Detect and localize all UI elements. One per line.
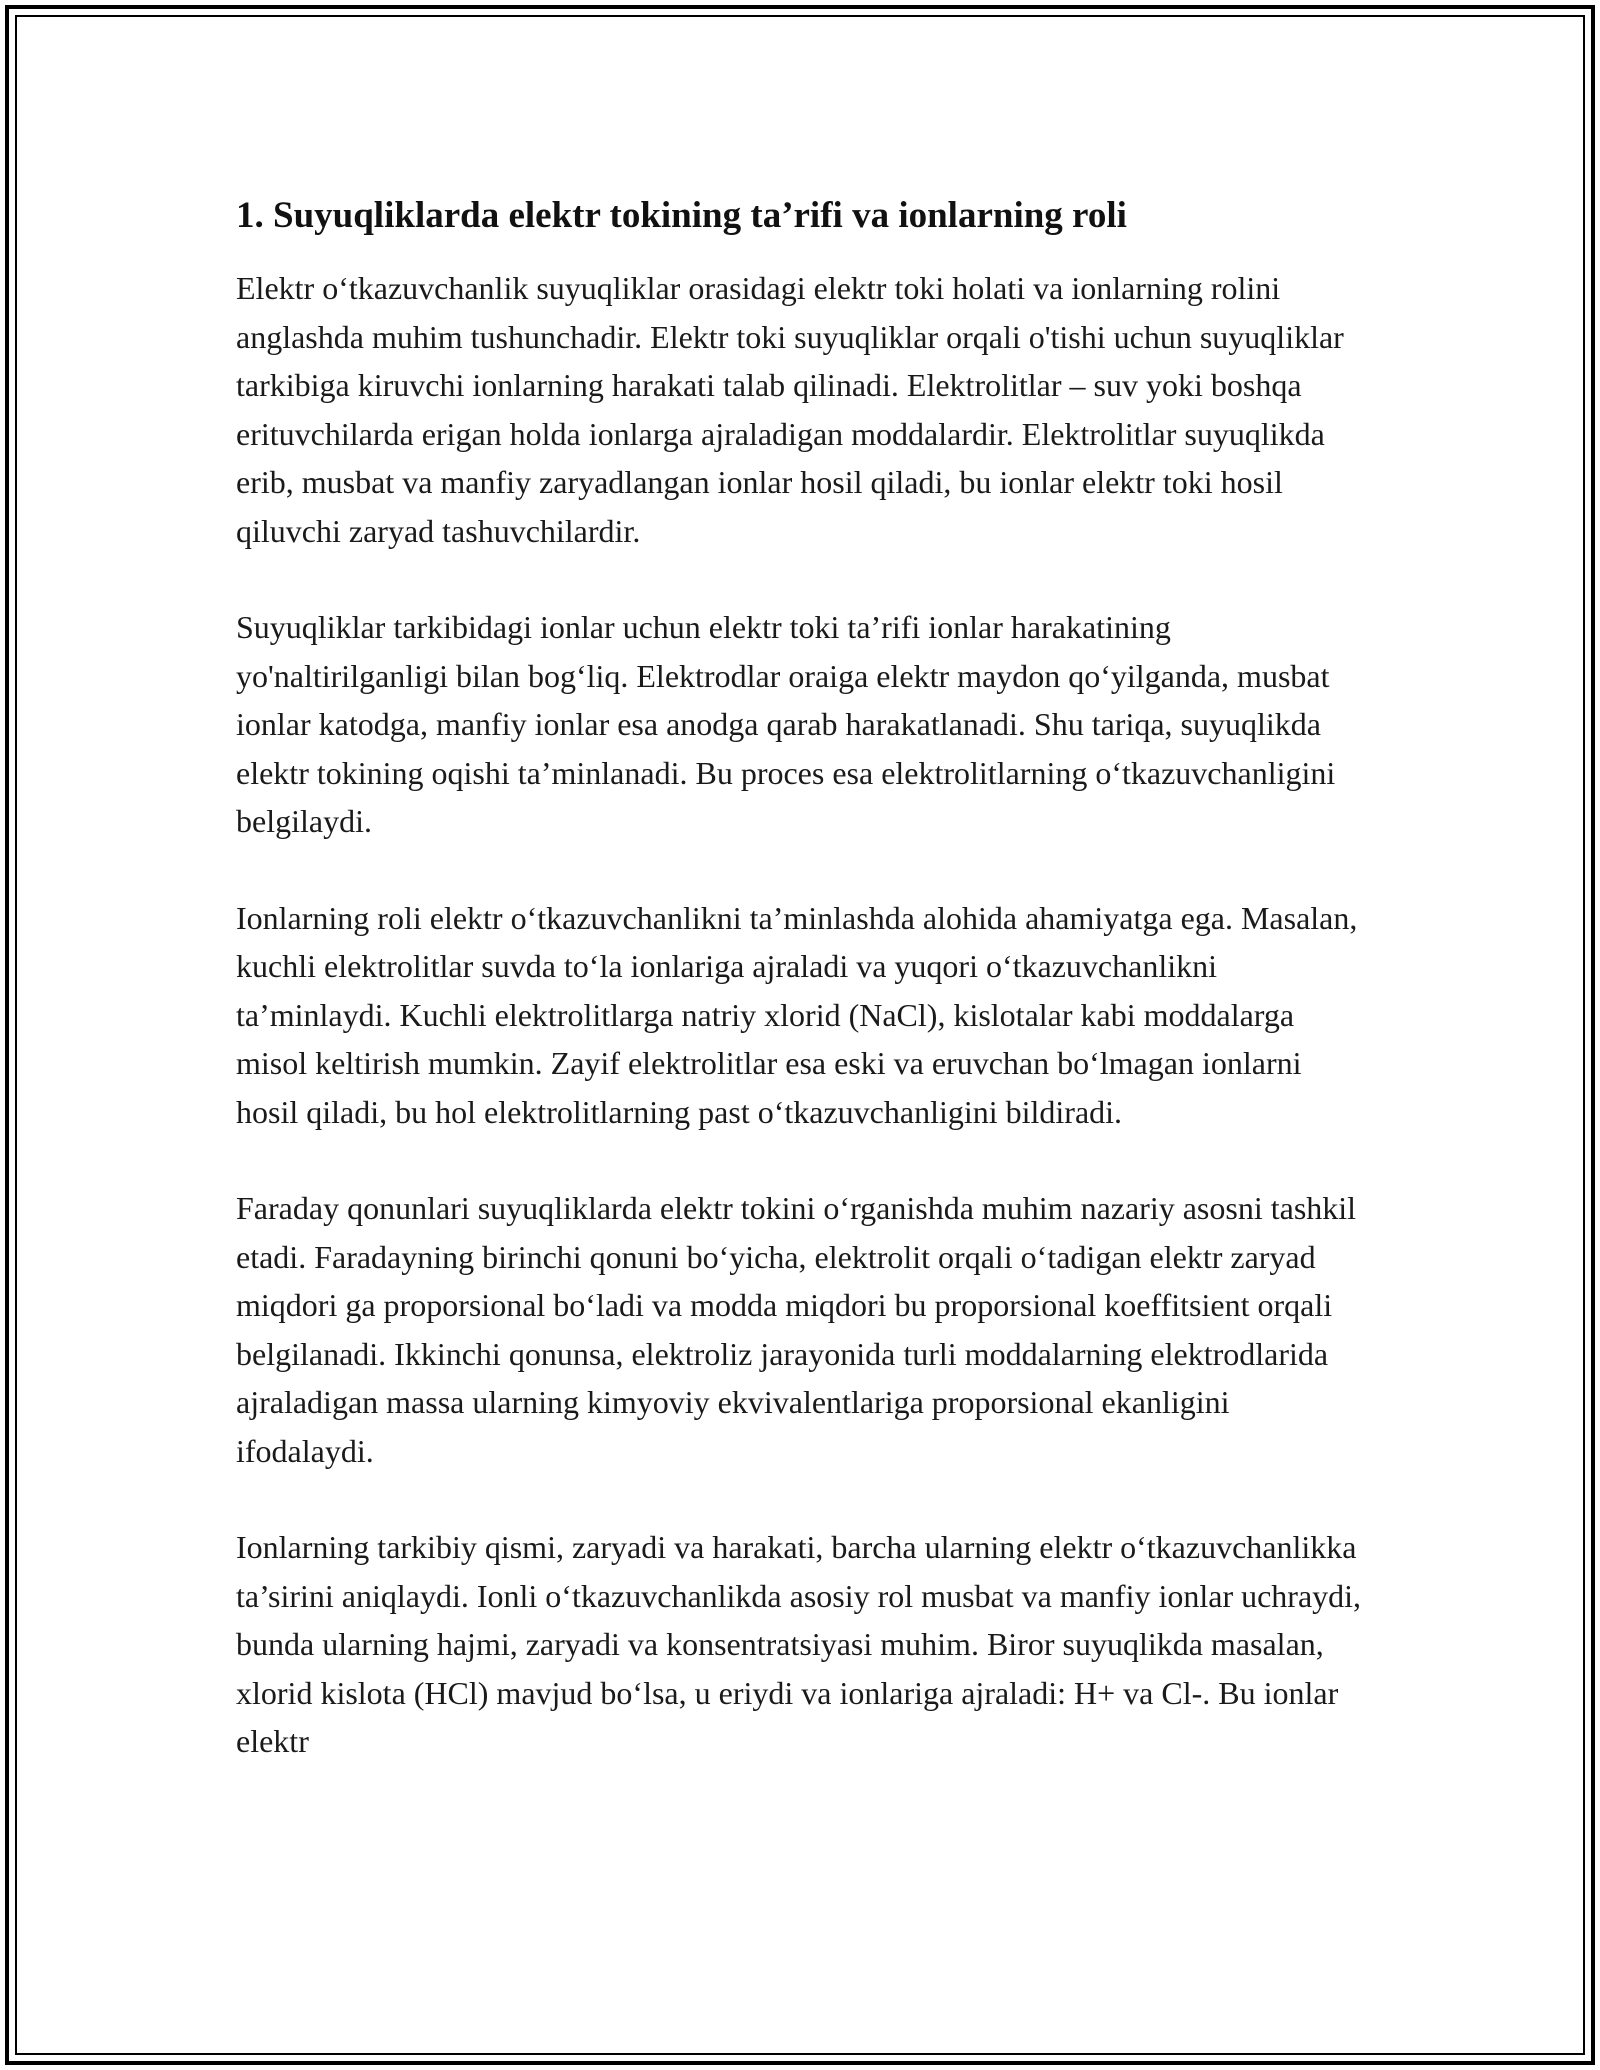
- paragraph-5: Ionlarning tarkibiy qismi, zaryadi va harakati, barcha ularning elektr o‘tkazuvchanlikka ta’sirini aniqlaydi. Ionli o‘tkazuvchanlikda asosiy rol musbat va manfiy ionlar uchraydi, bunda ularning hajmi, zaryadi va konsentratsiyasi muhim. Biror suyuqlikda masalan, xlorid kislota (HCl) mavjud bo‘lsa, u eriydi va ionlariga ajraladi: H+ va Cl-. Bu ionlar elektr: [236, 1529, 1362, 1759]
- paragraph-2: Suyuqliklar tarkibidagi ionlar uchun elektr toki ta’rifi ionlar harakatining yo'naltirilganligi bilan bog‘liq. Elektrodlar oraiga elektr maydon qo‘yilganda, musbat ionlar katodga, manfiy ionlar esa anodga qarab harakatlanadi. Shu tariqa, suyuqlikda elektr tokining oqishi ta’minlanadi. Bu proces esa elektrolitlarning o‘tkazuvchanligini belgilaydi.: [236, 609, 1336, 839]
- paragraph-3: Ionlarning roli elektr o‘tkazuvchanlikni ta’minlashda alohida ahamiyatga ega. Masalan, kuchli elektrolitlar suvda to‘la ionlariga ajraladi va yuqori o‘tkazuvchanlikni ta’minlaydi. Kuchli elektrolitlarga natriy xlorid (NaCl), kislotalar kabi moddalarga misol keltirish mumkin. Zayif elektrolitlar esa eski va eruvchan bo‘lmagan ionlarni hosil qiladi, bu hol elektrolitlarning past o‘tkazuvchanligini bildiradi.: [236, 899, 1358, 1130]
- section-heading: 1. Suyuqliklarda elektr tokining ta’rifi va ionlarning roli: [236, 195, 1127, 236]
- document-body: [236, 190, 1366, 1814]
- paragraph-4: Faraday qonunlari suyuqliklarda elektr tokini o‘rganishda muhim nazariy asosni tashkil etadi. Faradayning birinchi qonuni bo‘yicha, elektrolit orqali o‘tadigan elektr zaryad miqdori ga proporsional bo‘ladi va modda miqdori bu proporsional koeffitsient orqali belgilanadi. Ikkinchi qonunsa, elektroliz jarayonida turli moddalarning elektrodlarida ajraladigan massa ularning kimyoviy ekvivalentlariga proporsional ekanligini ifodalaydi.: [236, 1190, 1357, 1469]
- paragraph-1: Elektr o‘tkazuvchanlik suyuqliklar orasidagi elektr toki holati va ionlarning rolini anglashda muhim tushunchadir. Elektr toki suyuqliklar orqali o'tishi uchun suyuqliklar tarkibiga kiruvchi ionlarning harakati talab qilinadi. Elektrolitlar – suv yoki boshqa erituvchilarda erigan holda ionlarga ajraladigan moddalardir. Elektrolitlar suyuqlikda erib, musbat va manfiy zaryadlangan ionlar hosil qiladi, bu ionlar elektr toki hosil qiluvchi zaryad tashuvchilardir.: [236, 270, 1344, 549]
